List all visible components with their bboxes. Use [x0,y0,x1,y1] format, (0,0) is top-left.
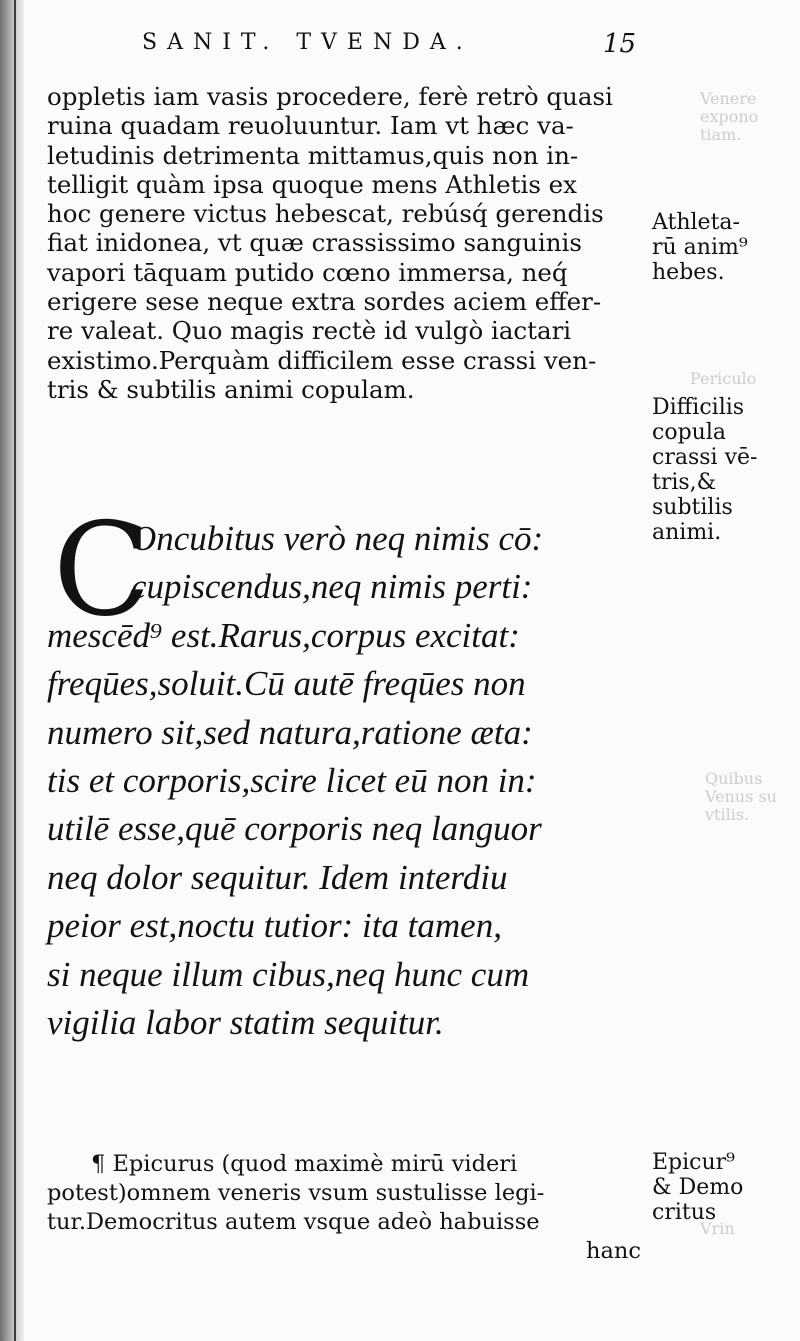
text-line: ¶ Epicurus (quod maximè mirū videri [91,1151,518,1177]
page-gutter-shadow [0,0,24,1341]
italic-line: vigilia labor statim sequitur. [47,1003,444,1043]
text-line: re valeat. Quo magis rectè id vulgò iactari [47,316,572,346]
show-through-decoration: Quibus Venus su vtilis. [705,769,777,824]
italic-line: freqūes,soluit.Cū autē freqūes non [47,664,526,704]
italic-line: mescēd⁹ est.Rarus,corpus excitat: [47,615,520,655]
italic-line: neq dolor sequitur. Idem interdiu [47,857,508,897]
margin-note-line: subtilis [652,495,733,520]
margin-note-line: rū anim⁹ [652,235,748,260]
text-line: hoc genere victus hebescat, rebúsq́ gerendis [47,199,604,229]
italic-line: si neque illum cibus,neq hunc cum [47,954,530,994]
margin-note-line: & Demo [652,1175,744,1200]
margin-note-line: Epicur⁹ [652,1150,736,1175]
running-title: SANIT. TVENDA. [142,30,473,55]
show-through-decoration: Venere expono tiam. [700,89,759,144]
margin-note-difficilis [652,395,757,545]
roman-text-block [47,82,641,404]
drop-capital: C [53,496,151,645]
text-line: existimo.Perquàm difficilem esse crassi ven- [47,345,597,375]
text-line: ruina quadam reuoluuntur. Iam vt hæc va- [47,111,574,141]
show-through-decoration: Periculo [690,369,757,388]
catchword: hanc [586,1238,641,1264]
text-line: oppletis iam vasis procedere, ferè retrò quasi [47,82,613,111]
italic-line: numero sit,sed natura,ratione æta: [47,712,533,752]
text-line: letudinis detrimenta mittamus,quis non in- [47,140,579,170]
text-line: telligit quàm ipsa quoque mens Athletis ex [47,169,577,199]
text-line: fiat inidonea, vt quæ crassissimo sanguinis [47,228,582,258]
italic-line: peior est,noctu tutior: ita tamen, [47,906,502,946]
italic-text-block [47,515,652,1047]
margin-note-epicurus [652,1150,743,1225]
margin-note-line: tris,& [652,470,717,495]
margin-note-line: Athleta- [652,210,740,235]
italic-line: tis et corporis,scire licet eū non in: [47,761,537,801]
italic-line: cupiscendus,neq nimis perti: [131,567,533,607]
margin-note-line: hebes. [652,260,725,285]
text-line: tur.Democritus autem vsque adeò habuisse [47,1209,540,1235]
margin-note-line: crassi vē- [652,445,758,470]
margin-note-line: animi. [652,520,722,545]
italic-line: utilē esse,quē corporis neq languor [47,809,542,849]
margin-note-athletae [652,210,748,285]
text-line: potest)omnem veneris vsum sustulisse legi- [47,1180,545,1206]
binding-edge [14,0,16,1341]
epicurus-paragraph [47,1150,641,1266]
page-number: 15 [603,29,637,59]
margin-note-line: critus [652,1200,717,1225]
text-line: vapori tāquam putido cœno immersa, neq́ [47,257,568,287]
margin-note-line: copula [652,420,726,445]
text-line: erigere sese neque extra sordes aciem effer- [47,287,602,317]
text-line: tris & subtilis animi copulam. [47,374,415,404]
show-through-decoration: Vrin [700,1219,735,1238]
margin-note-line: Difficilis [652,395,745,420]
italic-line: Oncubitus verò neq nimis cō: [131,519,544,558]
